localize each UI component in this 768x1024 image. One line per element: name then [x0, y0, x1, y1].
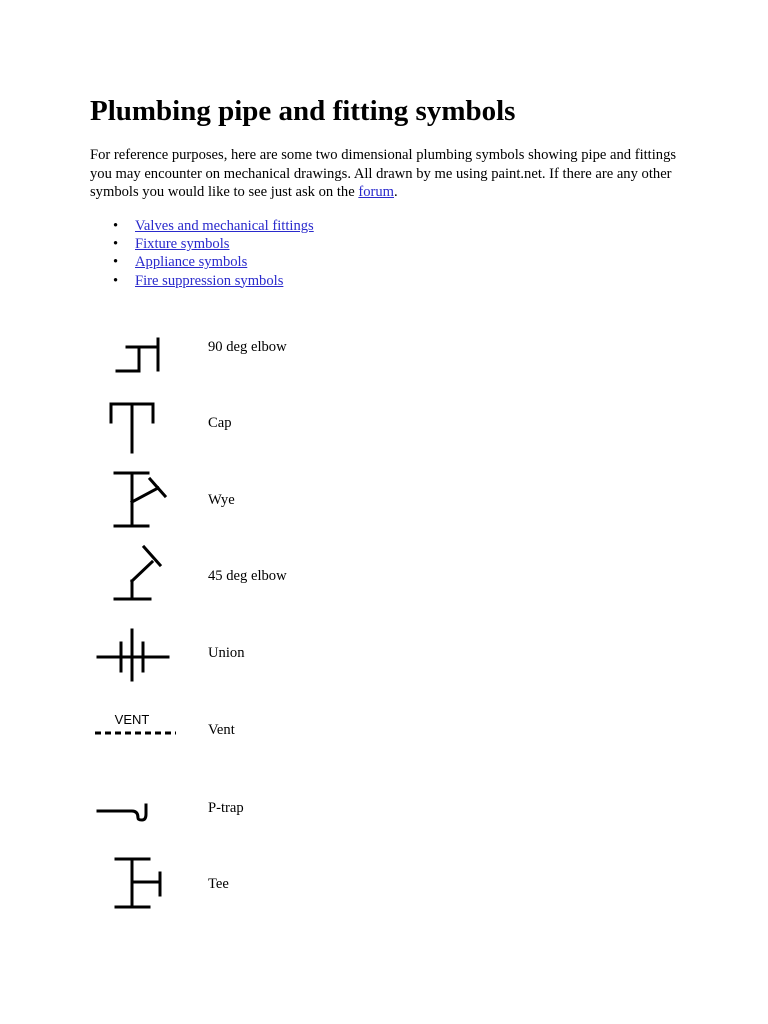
- symbol-row-union: [0, 614, 768, 690]
- symbol-row-tee: [0, 846, 768, 922]
- symbol-label: 45 deg elbow: [208, 568, 287, 584]
- bullet: •: [113, 254, 119, 271]
- 90-deg-elbow-icon: [90, 310, 180, 386]
- related-links-list: [90, 217, 314, 290]
- p-trap-icon: [90, 768, 180, 844]
- vent-icon-text: VENT: [114, 712, 150, 727]
- bullet: •: [113, 272, 119, 289]
- 45-deg-elbow-icon: [90, 538, 180, 614]
- symbol-label: Tee: [208, 876, 229, 892]
- page-title: Plumbing pipe and fitting symbols: [90, 95, 516, 127]
- symbol-label: 90 deg elbow: [208, 339, 287, 355]
- symbol-label: Wye: [208, 492, 235, 508]
- intro-text: For reference purposes, here are some two dimensional plumbing symbols showing pipe and fittings you may encounter on mechanical drawings. All drawn by me using paint.net. If there are any other symbols you would like to see just ask on the: [90, 147, 677, 200]
- symbol-label: P-trap: [208, 800, 244, 816]
- symbol-row-90-deg-elbow: [0, 310, 768, 386]
- symbol-row-wye: [0, 462, 768, 538]
- symbol-label: Cap: [208, 415, 232, 431]
- symbol-row-cap: [0, 386, 768, 462]
- symbol-row-45-deg-elbow: [0, 538, 768, 614]
- intro-text-end: .: [394, 184, 398, 200]
- symbol-label: Vent: [208, 722, 235, 738]
- valves-link[interactable]: Valves and mechanical fittings: [135, 218, 314, 234]
- bullet: •: [113, 218, 119, 234]
- symbol-label: Union: [208, 645, 245, 661]
- fixture-symbols-link[interactable]: Fixture symbols: [135, 236, 230, 253]
- bullet: •: [113, 236, 119, 253]
- union-icon: [90, 614, 180, 690]
- list-item: [90, 217, 314, 235]
- list-item: [90, 235, 314, 253]
- intro-paragraph: [90, 146, 690, 202]
- list-item: [90, 253, 314, 271]
- fire-suppression-link[interactable]: Fire suppression symbols: [135, 272, 284, 289]
- appliance-symbols-link[interactable]: Appliance symbols: [135, 254, 248, 271]
- list-item: [90, 272, 314, 290]
- tee-icon: [90, 846, 180, 922]
- forum-link[interactable]: forum: [358, 184, 395, 200]
- symbol-row-vent: [0, 690, 768, 766]
- symbol-row-p-trap: [0, 768, 768, 844]
- cap-icon: [90, 386, 180, 462]
- vent-icon: [90, 690, 180, 766]
- wye-icon: [90, 462, 180, 538]
